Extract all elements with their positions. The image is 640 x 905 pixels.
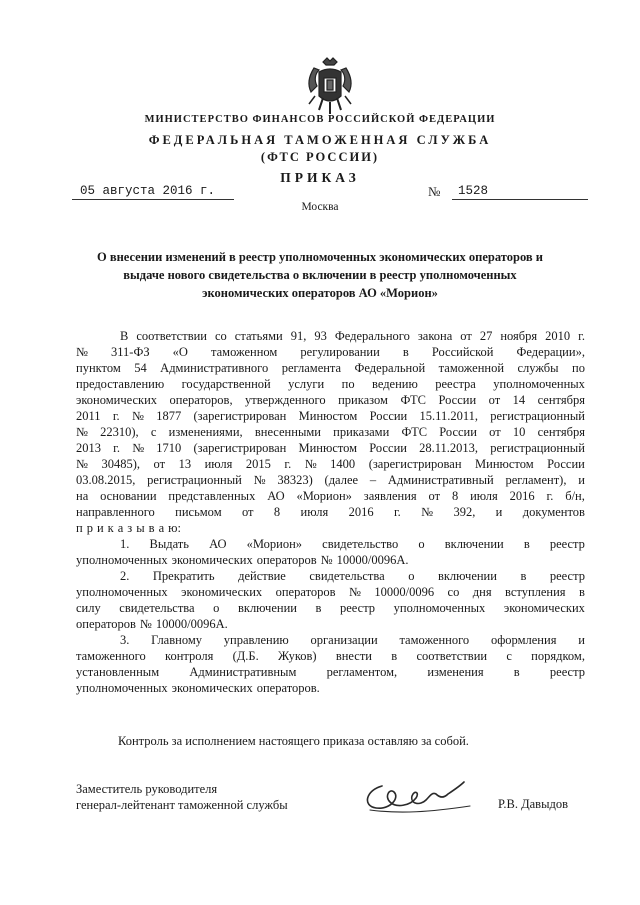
word: операторов. [256, 681, 320, 695]
word: № [139, 617, 152, 631]
document-type: ПРИКАЗ [280, 170, 360, 185]
word: 10 [512, 425, 526, 439]
ministry-name: МИНИСТЕРСТВО ФИНАНСОВ РОССИЙСКОЙ ФЕДЕРАЦИИ [144, 114, 496, 125]
word: 03.08.2015, [76, 473, 136, 487]
word: уполномоченных [76, 681, 168, 695]
word: регистрационный [490, 409, 585, 423]
word: 13 [178, 457, 192, 471]
handwritten-signature [360, 776, 478, 820]
word: и [578, 473, 585, 487]
word: Российской [431, 345, 494, 359]
word: Административным [189, 665, 297, 679]
word: г. [112, 409, 120, 423]
word: ФТС [401, 425, 428, 439]
word: операторов [76, 617, 136, 631]
word: реестр [339, 601, 376, 615]
word: реестр [549, 537, 585, 551]
word: Минюстом [475, 457, 534, 471]
word: от [241, 505, 254, 519]
order-date: 05 августа 2016 г. [72, 184, 234, 200]
word: России [369, 441, 407, 455]
word: «Морион» [246, 537, 303, 551]
signatory-title-line: Заместитель руководителя [76, 782, 218, 796]
word: и [96, 521, 104, 535]
word: регламентом, [326, 665, 398, 679]
word: 10000/0096 [374, 585, 435, 599]
word: от [489, 425, 501, 439]
service-short-name: (ФТС РОССИИ) [260, 150, 380, 164]
word: ФТС [400, 393, 426, 407]
control-statement: Контроль за исполнением настоящего приказа оставляю за собой. [118, 734, 469, 748]
word: Административного [160, 361, 269, 375]
subject-line: О внесении изменений в реестр уполномоченных экономических операторов и [96, 250, 543, 264]
signatory-title [76, 781, 288, 813]
word: – [369, 473, 377, 487]
item-2-line [76, 616, 585, 632]
word: включении [237, 601, 297, 615]
word: г. [393, 505, 401, 519]
item-3-line [76, 680, 585, 696]
word: силу [76, 601, 101, 615]
word: экономических [181, 585, 263, 599]
item-2-line [76, 568, 585, 584]
word: приказом [338, 393, 388, 407]
word: АО [209, 537, 227, 551]
subject-line: экономических операторов АО «Морион» [202, 286, 438, 300]
word: (зарегистрирован [193, 441, 287, 455]
word: экономических [171, 681, 253, 695]
word: контроля [165, 649, 214, 663]
word: о [213, 601, 220, 615]
order-body [76, 328, 585, 696]
word: ы [136, 521, 145, 535]
word: с [506, 649, 512, 663]
item-3-line [76, 648, 585, 664]
word: приказами [333, 425, 390, 439]
word: к [107, 521, 114, 535]
word: ведению [371, 377, 418, 391]
body-line [76, 472, 585, 488]
word: письмом [175, 505, 222, 519]
word: по [341, 377, 355, 391]
word: (зарегистрирован [368, 457, 462, 471]
word: «О [172, 345, 188, 359]
word: регистрационный [490, 441, 585, 455]
word: в [402, 345, 409, 359]
word: г. [546, 489, 554, 503]
word: операторов, [169, 393, 233, 407]
word: от [153, 457, 166, 471]
word: № [320, 553, 333, 567]
word: уполномоченных [76, 553, 168, 567]
word: п [76, 521, 83, 535]
word: реестр [549, 665, 585, 679]
word: оформления [490, 633, 557, 647]
word: государственной [181, 377, 271, 391]
word: от [460, 329, 472, 343]
word: уполномоченных [393, 601, 486, 615]
order-subject [0, 248, 640, 302]
word: регулировании [300, 345, 380, 359]
word: Выдать [149, 537, 189, 551]
word: России [438, 393, 477, 407]
word: сентября [537, 393, 585, 407]
word: утвержденного [245, 393, 326, 407]
item-2-line [76, 584, 585, 600]
word: России [547, 457, 585, 471]
word: основании [100, 489, 157, 503]
word: 3. [120, 633, 130, 647]
word: № [304, 457, 317, 471]
word: порядком, [531, 649, 585, 663]
word: Жуков) [277, 649, 317, 663]
body-line [76, 328, 585, 344]
word: реестр [549, 569, 585, 583]
word: документов [522, 505, 585, 519]
service-name: ФЕДЕРАЛЬНАЯ ТАМОЖЕННАЯ СЛУЖБА [148, 133, 492, 147]
word: России [439, 425, 477, 439]
word: № [253, 473, 266, 487]
word: 91, [290, 329, 307, 343]
word: таможенном [211, 345, 278, 359]
order-number: 1528 [452, 184, 588, 200]
word: регламента [281, 361, 342, 375]
word: июля [300, 505, 329, 519]
word: р [86, 521, 93, 535]
word: 15.11.2011, [419, 409, 478, 423]
word: и [578, 633, 585, 647]
word: и [495, 505, 503, 519]
word: о [418, 537, 425, 551]
word: № [76, 425, 88, 439]
word: г. [578, 329, 585, 343]
word: а [117, 521, 124, 535]
word: № [421, 505, 434, 519]
word: уполномоченных [76, 585, 168, 599]
word: со [447, 585, 460, 599]
word: Федеральной [354, 361, 426, 375]
word: г. [113, 441, 121, 455]
word: АО [267, 489, 285, 503]
word: реестра [435, 377, 476, 391]
coat-of-arms-icon [301, 56, 359, 118]
body-line [76, 456, 585, 472]
word: 14 [512, 393, 526, 407]
word: 1877 [156, 409, 182, 423]
word: № [76, 345, 88, 359]
word: пунктом [76, 361, 121, 375]
word: изменения [427, 665, 484, 679]
word: от [428, 489, 441, 503]
city: Москва [301, 201, 339, 213]
word: Минюстом [298, 409, 358, 423]
word: июля [470, 489, 498, 503]
word: 8 [451, 489, 459, 503]
word: уполномоченных [493, 377, 585, 391]
word: службы [517, 361, 559, 375]
word: 10000/0096А. [155, 617, 228, 631]
word: (Д.Б. [232, 649, 259, 663]
word: свидетельства [309, 569, 385, 583]
word: (зарегистрирован [193, 409, 287, 423]
word: 38323) [277, 473, 313, 487]
word: а [158, 521, 165, 535]
order-verb [76, 520, 585, 536]
word: экономических [171, 553, 253, 567]
word: ю: [168, 521, 181, 535]
word: 392, [453, 505, 476, 519]
word: Главному [151, 633, 202, 647]
word: 2013 [76, 441, 101, 455]
word: включении [444, 537, 504, 551]
word: (далее [324, 473, 359, 487]
word: действие [238, 569, 286, 583]
word: 2015 [245, 457, 271, 471]
word: соответствии [136, 329, 207, 343]
word: ноября [500, 329, 538, 343]
word: 311-ФЗ [111, 345, 150, 359]
word: закона [417, 329, 453, 343]
word: со [214, 329, 227, 343]
word: 27 [479, 329, 493, 343]
word: 2010 [545, 329, 571, 343]
word: «Морион» [296, 489, 352, 503]
subject-line: выдаче нового свидетельства о включении в реестр уполномоченных [123, 268, 517, 282]
signatory-name: Р.В. Давыдов [498, 797, 568, 811]
word: № [132, 441, 145, 455]
word: 2011 [76, 409, 101, 423]
word: соответствии [416, 649, 488, 663]
word: внести [335, 649, 372, 663]
word: операторов [256, 553, 317, 567]
word: таможенного [399, 633, 470, 647]
word: экономических [76, 393, 158, 407]
word: Федерации», [516, 345, 585, 359]
word: представленных [168, 489, 256, 503]
item-3-line [76, 632, 585, 648]
number-sign: № [428, 184, 441, 199]
word: операторов [275, 585, 336, 599]
word: г. [284, 457, 292, 471]
word: 2016 [348, 505, 374, 519]
body-line [76, 424, 585, 440]
word: 2. [120, 569, 130, 583]
body-line [76, 344, 585, 360]
word: № [348, 585, 361, 599]
word: Федерального [334, 329, 410, 343]
word: управлению [223, 633, 289, 647]
word: июля [204, 457, 233, 471]
word: экономических [503, 601, 585, 615]
word: услуги [288, 377, 325, 391]
word: 2016 [509, 489, 535, 503]
body-line [76, 440, 585, 456]
word: на [76, 489, 89, 503]
word: вступления [505, 585, 566, 599]
word: России [369, 409, 408, 423]
word: предоставлению [76, 377, 165, 391]
word: 54 [134, 361, 147, 375]
word: 8 [273, 505, 281, 519]
body-line [76, 504, 585, 520]
item-1-line [76, 552, 585, 568]
word: 30485), [101, 457, 140, 471]
word: регламент), [505, 473, 567, 487]
word: статьями [234, 329, 283, 343]
word: с [150, 425, 157, 439]
word: 1710 [156, 441, 182, 455]
word: Административный [387, 473, 494, 487]
word: установленным [76, 665, 160, 679]
word: включении [437, 569, 497, 583]
word: внесенными [254, 425, 321, 439]
word: з [127, 521, 133, 535]
body-line [76, 376, 585, 392]
word: о [408, 569, 415, 583]
word: в [578, 585, 585, 599]
word: Минюстом [298, 441, 358, 455]
word: 28.11.2013, [419, 441, 479, 455]
word: свидетельства [119, 601, 195, 615]
word: в [520, 569, 527, 583]
word: организации [310, 633, 378, 647]
item-1-line [76, 536, 585, 552]
signatory-title-line: генерал-лейтенант таможенной службы [76, 798, 288, 812]
word: по [572, 361, 585, 375]
word: 1. [120, 537, 130, 551]
item-3-line [76, 664, 585, 680]
word: б/н, [565, 489, 585, 503]
word: дня [472, 585, 492, 599]
word: изменениями, [168, 425, 243, 439]
word: 10000/0096А. [336, 553, 409, 567]
word: 22310), [100, 425, 139, 439]
word: таможенного [76, 649, 146, 663]
word: в [315, 601, 322, 615]
word: направленного [76, 505, 155, 519]
word: Прекратить [152, 569, 215, 583]
body-line [76, 392, 585, 408]
word: № [76, 457, 88, 471]
item-2-line [76, 600, 585, 616]
word: в [148, 521, 155, 535]
word: регистрационный [147, 473, 242, 487]
word: в [391, 649, 398, 663]
word: свидетельство [322, 537, 399, 551]
word: заявления [363, 489, 417, 503]
word: в [513, 665, 520, 679]
body-line [76, 488, 585, 504]
body-line [76, 360, 585, 376]
body-line [76, 408, 585, 424]
word: 1400 [330, 457, 356, 471]
word: в [523, 537, 530, 551]
word: № [131, 409, 144, 423]
word: таможенной [438, 361, 505, 375]
word: В [120, 329, 129, 343]
word: 93 [314, 329, 327, 343]
word: от [488, 393, 501, 407]
word: сентября [537, 425, 585, 439]
